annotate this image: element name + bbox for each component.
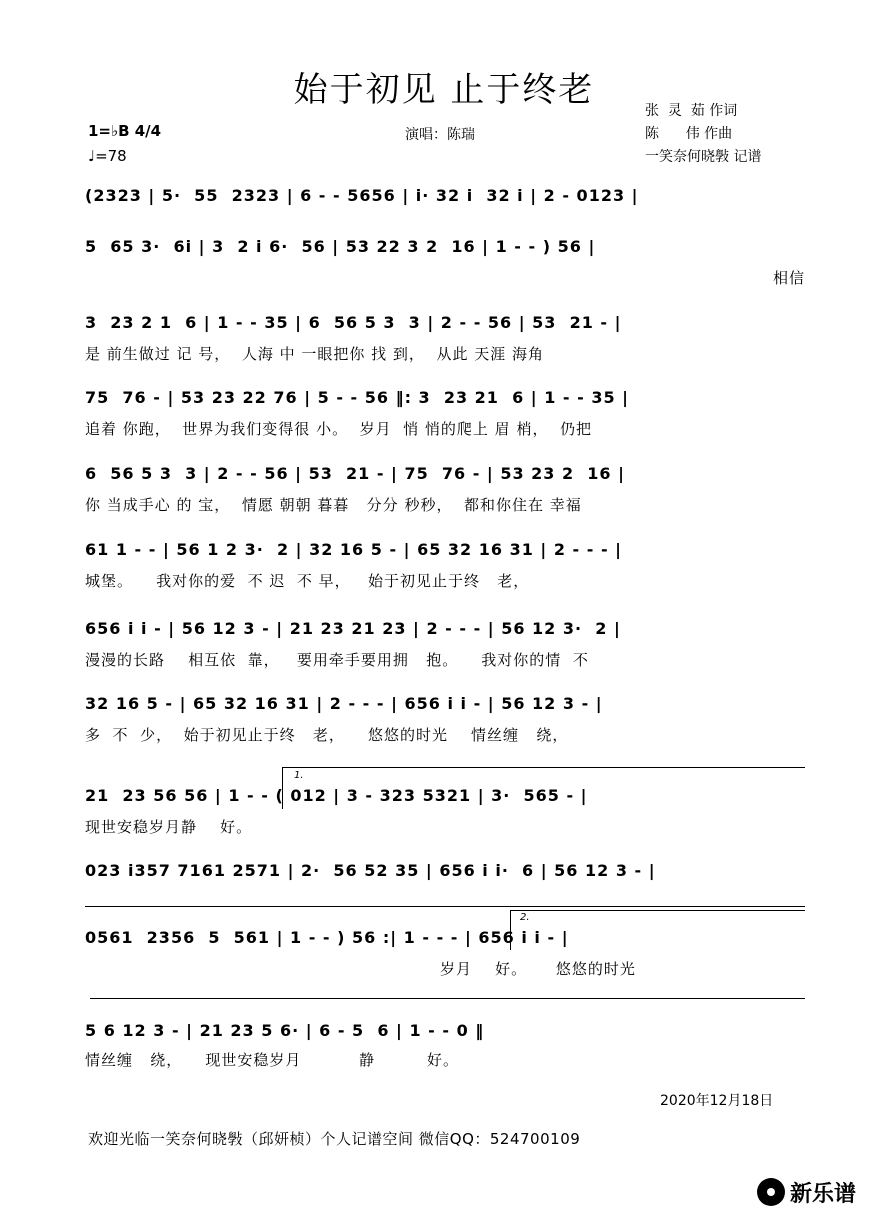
lyric-line: 相信 — [772, 269, 805, 287]
volta-label-1: 1. — [294, 770, 304, 781]
lyric-line: 漫漫的长路 相互依 靠， 要用牵手要用拥 抱。 我对你的情 不 — [85, 651, 589, 669]
notation-line: 5 65 3· 6i | 3 2 i 6· 56 | 53 22 3 2 16 | 1 - - ) 56 | — [85, 237, 596, 256]
lyric-line: 是 前生做过 记 号， 人海 中 一眼把你 找 到， 从此 天涯 海角 — [85, 345, 544, 363]
transcription-date: 2020年12月18日 — [660, 1093, 774, 1109]
site-logo — [757, 1176, 856, 1208]
tempo-marking: ♩=78 — [88, 147, 127, 165]
notation-line: 75 76 - | 53 23 22 76 | 5 - - 56 ‖: 3 23 21 6 | 1 - - 35 | — [85, 388, 629, 407]
lyric-line: 现世安稳岁月静 好。 — [85, 818, 253, 836]
score-title: 始于初见 止于终老 — [293, 70, 595, 110]
notation-line: 32 16 5 - | 65 32 16 31 | 2 - - - | 656 i i - | 56 12 3 - | — [85, 694, 603, 713]
notation-line: 5 6 12 3 - | 21 23 5 6· | 6 - 5 6 | 1 - - 0 ‖ — [85, 1021, 485, 1040]
lyric-line: 岁月 好。 悠悠的时光 — [440, 960, 636, 978]
volta-label-2: 2. — [520, 912, 530, 923]
notation-line: 023 i357 7161 2571 | 2· 56 52 35 | 656 i i· 6 | 56 12 3 - | — [85, 861, 656, 880]
notation-line: 0561 2356 5 561 | 1 - - ) 56 :| 1 - - - | 656 i i - | — [85, 928, 569, 947]
composer-credit: 陈 伟 作曲 — [645, 126, 733, 142]
logo-text: 新乐谱 — [790, 1181, 857, 1207]
lyric-line: 追着 你跑， 世界为我们变得很 小。 岁月 悄 悄的爬上 眉 梢， 仍把 — [85, 420, 592, 438]
lyric-line: 多 不 少， 始于初见止于终 老， 悠悠的时光 情丝缠 绕， — [85, 726, 569, 744]
record-disc-icon — [757, 1178, 785, 1206]
lyricist-credit: 张 灵 茹 作词 — [645, 103, 738, 119]
key-signature: 1=♭B 4/4 — [88, 122, 162, 140]
volta-bracket-2 — [510, 910, 805, 911]
transcriber-credit: 一笑奈何晓斅 记谱 — [645, 149, 762, 165]
notation-line: (2323 | 5· 55 2323 | 6 - - 5656 | i· 32 i 32 i | 2 - 0123 | — [85, 186, 639, 205]
volta-bracket-1 — [282, 767, 805, 768]
notation-line: 61 1 - - | 56 1 2 3· 2 | 32 16 5 - | 65 32 16 31 | 2 - - - | — [85, 540, 623, 559]
footer-note: 欢迎光临一笑奈何晓斅（邱妍桢）个人记谱空间 微信QQ：524700109 — [88, 1130, 581, 1148]
singer-credit: 演唱：陈瑞 — [405, 127, 475, 143]
notation-line: 3 23 2 1 6 | 1 - - 35 | 6 56 5 3 3 | 2 - - 56 | 53 21 - | — [85, 313, 622, 332]
continuation-line — [90, 998, 805, 999]
lyric-line: 城堡。 我对你的爱 不 迟 不 早， 始于初见止于终 老， — [85, 572, 530, 590]
continuation-line — [85, 906, 805, 907]
notation-line: 21 23 56 56 | 1 - - ( 012 | 3 - 323 5321 | 3· 565 - | — [85, 786, 588, 805]
notation-line: 6 56 5 3 3 | 2 - - 56 | 53 21 - | 75 76 - | 53 23 2 16 | — [85, 464, 625, 483]
credits — [645, 100, 761, 169]
notation-line: 656 i i - | 56 12 3 - | 21 23 21 23 | 2 - - - | 56 12 3· 2 | — [85, 619, 621, 638]
lyric-line: 情丝缠 绕， 现世安稳岁月 静 好。 — [85, 1051, 459, 1069]
lyric-line: 你 当成手心 的 宝， 情愿 朝朝 暮暮 分分 秒秒， 都和你住在 幸福 — [85, 496, 582, 514]
